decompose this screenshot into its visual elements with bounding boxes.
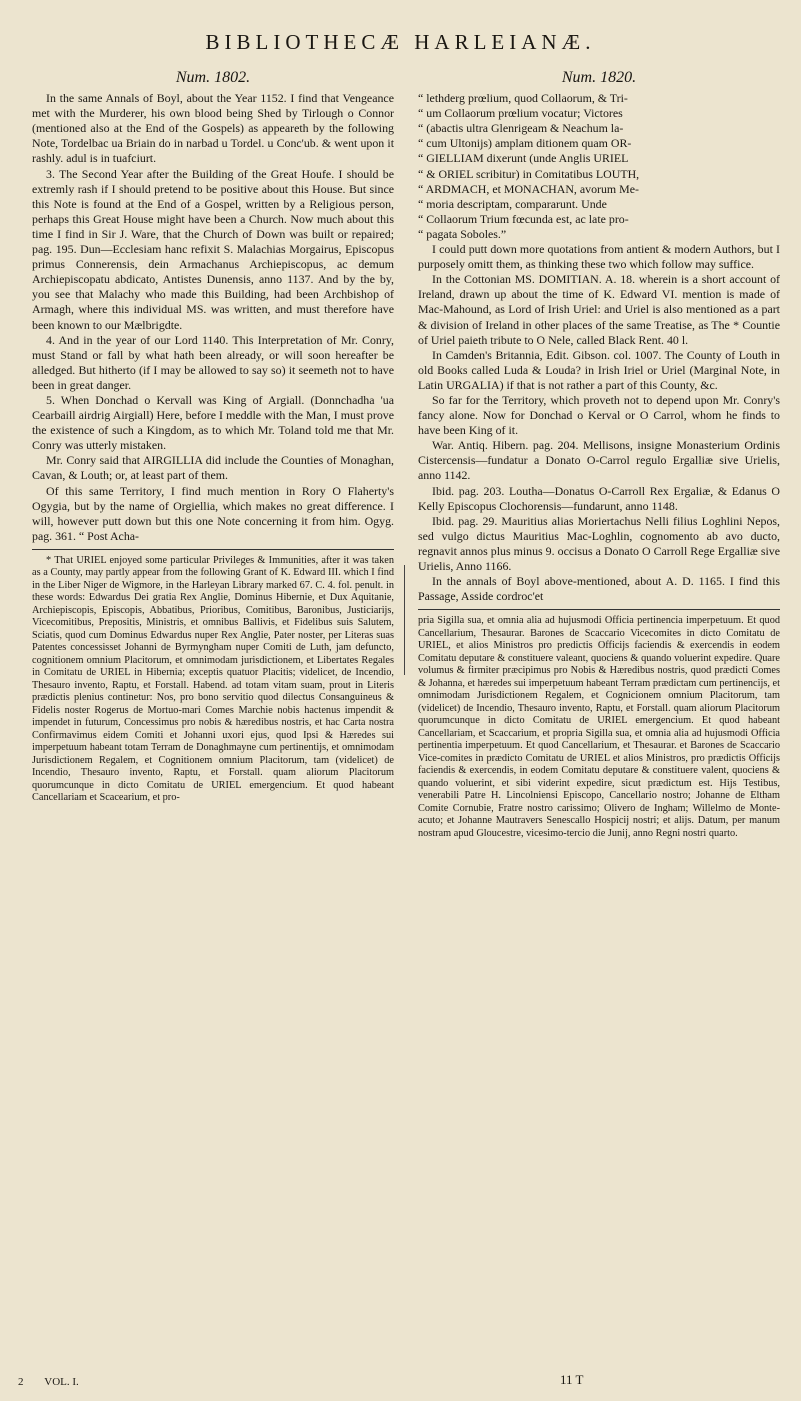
right-paragraph: In Camden's Britannia, Edit. Gibson. col. 1007. The County of Louth in old Books called Luda & Louda? in Irish Iriel or Uriel (Marginal Note, in Latin URGALIA) if that is not rather a part of this County, &c. [418,347,780,392]
quote-line: “ pagata Soboles.” [418,226,507,241]
running-head: BIBLIOTHECÆ HARLEIANÆ. [205,30,596,54]
quote-line: “ ARDMACH, et MONACHAN, avorum Me- [418,181,639,196]
right-paragraph: In the Cottonian MS. DOMITIAN. A. 18. wherein is a short account of Ireland, drawn up about the time of K. Edward VI. mention is made of Mac-Mahound, as Lord of Irish Uriel: and Uriel is also mentioned as a part & division of Ireland in other places of the same Treatise, as The * Countie of Uriel paieth tribute to O Nele, called Black Rent. 40 l. [418,272,780,347]
margin-bar [404,565,405,675]
right-paragraph: So far for the Territory, which proveth not to depend upon Mr. Conry's fancy alone. Now for Donchad o Kerval or O Carrol, whom he finds to have been King of it. [418,392,780,438]
quote-line: “ Collaorum Trium fœcunda est, ac late pro- [418,211,629,226]
quote-line: “ um Collaorum prœlium vocatur; Victores [418,106,623,121]
signature-mark [18,1376,79,1388]
right-paragraph: Ibid. pag. 203. Loutha—Donatus O-Carroll Rex Ergaliæ, & Edanus O Kelly Episcopus Clochorensis—fundarunt, anno 1148. [418,483,780,513]
quote-line: “ lethderg prœlium, quod Collaorum, & Tri- [418,91,628,106]
left-paragraph: 5. When Donchad o Kervall was King of Argiall. (Donnchadha 'ua Cearbaill airdrig Airgiall) Here, before I meddle with the Man, I must prove the existence of such a Kingdom, as to which Mr. Toland told me that Mr. Conry was utterly mistaken. [32,392,394,453]
left-entry-number: Num. 1802. [175,69,251,86]
footnote-rule [418,609,780,610]
left-paragraph: Of this same Territory, I find much mention in Rory O Flaherty's Ogygia, but by the name of Orgiellia, which makes no great difference. I will, however putt down but this one Note concerning it from him. Ogyg. pag. 361. “ Post Acha- [32,483,394,543]
right-paragraph: In the annals of Boyl above-mentioned, about A. D. 1165. I find this Passage, Asside cordroc'et [418,574,780,604]
left-paragraph: In the same Annals of Boyl, about the Year 1152. I find that Vengeance met with the Murderer, his own blood being Shed by Tirlough o Connor (mentioned also at the End of the Gospels) as appeareth by the following Note, Tordelbac ua Briain do in narbad u Tordel. u Conc'ub. & went upon it rashly. adul is in tuafciurt. [32,91,394,166]
left-paragraph: Mr. Conry said that AIRGILLIA did include the Counties of Monaghan, Cavan, & Louth; or, at least part of them. [32,453,394,483]
quote-line: “ moria descriptam, compararunt. Unde [418,196,607,211]
left-paragraph: 3. The Second Year after the Building of the Great Houfe. I should be extremly rash if I should pretend to be positive about this House. But since this Note is found at the End of a Gospel, written by a Religious person, perhaps this Great House might have been a Church. Now much about this time I find in Sir J. Ware, that the Church of Down was built or repaired; pag. 195. Dun—Ecclesiam hanc refixit S. Malachias Morgairus, Episcopus primus Connerensis, dein Armachanus Archiepiscopus, ac demum Archiepiscopatu abdicato, Antistes Dunensis, anno 1137. And by the by, you see that Malachy who made this Building, had been Archbishop of Armagh, where this individual MS. was written, and must therefore have been known to our Mælbrigdte. [32,166,394,332]
quote-line: “ & ORIEL scribitur) in Comitatibus LOUTH, [418,166,640,181]
right-entry-number: Num. 1820. [561,69,637,86]
right-footnote: pria Sigilla sua, et omnia alia ad hujusmodi Officia pertinencia imperpetuum. Et quod Cancellarium, Thesaurar. Barones de Scaccario Vicecomites in dicto Comitatu de URIEL, et alios Ministros pro predictis Officijs faciendis & exercendis in eodem Comitatu deputare & constituere valeant, quociens & quando voluerint expedire. Quare volumus & firmiter præcipimus pro Nobis & Hæredibus nostris, quod prædicti Comes & Johanna, et hæredes sui imperpetuum habeant Terram prædictam cum pertinencijs, et omnimodam Jurisdictionem Regalem, et Cognicionem omnium Placitorum, tam (videlicet) de Incendio, Thesauro invento, Raptu, et Forstall. quam aliorum Placitorum quorumcunque in dicto Comitatu de URIEL emergencium. Et quod habeant Cancellariam, et Scaccarium, et propria Sigilla sua, et omnia alia ad hujusmodi Officia pertinentia imperpetuum. Et quod Cancellarium, et Thesaurar. et Barones de Scaccario Vice-comites in prædicto Comitatu de URIEL et alios Ministros, pro prædictis Officijs faciendis & exercendis, in eodem Comitatu deputare & constituere valent, quociens & quando voluerint, et sibi viderint expedire, sicut prædictum est. Hijs Testibus, venerabili Patre H. Lincolniensi Episcopo, Cancellario nostro; Johanne de Eltham Comite Cornubie, Fratre nostro carissimo; Olivero de Ingham; Willelmo de Monte-acuto; et Johanne Mautravers Senescallo Hospicij nostri; et alijs. Datum, per manum nostram apud Gloucestre, vicesimo-tercio die Junij, anno Regni nostri quarto. [418,615,780,839]
left-column [32,70,394,805]
left-paragraph: 4. And in the year of our Lord 1140. This Interpretation of Mr. Conry, must Stand or fall by what hath been already, or will soon hereafter be alledged. But hitherto (if I may be allowed to say so) it seemeth not to have been in great danger. [32,332,394,392]
right-column [418,70,780,840]
footnote-rule [32,549,394,550]
quote-line: “ (abactis ultra Glenrigeam & Neachum la- [418,121,624,136]
volume-label: VOL. I. [44,1376,79,1388]
left-footnote: * That URIEL enjoyed some particular Privileges & Immunities, after it was taken as a County, may partly appear from the following Grant of K. Edward III. which I find in the Liber Niger de Wigmore, in the Harleyan Library marked 67. C. 4. fol. penult. in these words: Edwardus Dei gratia Rex Anglie, Dominus Hibernie, et Dux Aquitanie, Archiepiscopis, Episcopis, Abbatibus, Prioribus, Comitibus, Baronibus, Justiciarijs, Vicecomitibus, Prepositis, Ministris, et omnibus Ballivis, et Fidelibus suis Salutem, Sciatis, quod cum Dominus Edwardus nuper Rex Anglie, Pater noster, per Literas suas Patentes concessisset Johanni de Byrmyngham nuper Comiti de Luth, jam defuncto, cognitionem omnium Placitorum, et omnimodam jurisdictionem, et Libertates Regales in Comitatu de URIEL in Hibernia; exceptis quatuor Placitis; videlicet, de Incendio, Thesauro invento, Raptu, et Forstall. Habend. ad totam vitam suam, prout in Literis prædictis plenius continetur: Nos, pro bono servitio quod dilectus Consanguineus & Fidelis noster Rogerus de Mortuo-mari Comes Marchie nobis hactenus impendit & impendet in futurum, Concessimus pro nobis & hæredibus nostris, et hac Carta nostra Confirmavimus eidem Comiti et Johanni uxori ejus, quod Ipsi & Hæredes sui imperpetuum habeant totam Terram de Donaghmayne cum pertinentijs, et omnimodam Jurisdictionem Regalem, et Cognitionem omnium Placitorum, tam (videlicet) de Incendio, Thesauro invento, Raptu, et Forstall. quam aliorum Placitorum quorumcunque in dicto Comitatu de URIEL emergencium. Et quod habeant Cancellariam et Scacearium, et pro- [32,554,394,804]
right-paragraph: War. Antiq. Hibern. pag. 204. Mellisons, insigne Monasterium Ordinis Cistercensis—fundatur a Donato O-Carrol regulo Ergalliæ sive Urielis, anno 1142. [418,438,780,483]
quote-line: “ cum Ultonijs) amplam ditionem quam OR- [418,136,632,151]
right-paragraph: I could putt down more quotations from antient & modern Authors, but I purposely omitt them, as thinking these two which follow may suffice. [418,242,780,272]
right-paragraph: Ibid. pag. 29. Mauritius alias Moriertachus Nelli filius Loghlini Nepos, sed vulgo dictus Mauritius Mac-Loghlin, cognomento ab avo ducto, regnavit annos plus minus 9. occisus a Donato O Carroll Rege Ergalliæ sive Urielis, Anno 1166. [418,513,780,573]
folio-signature: 11 T [560,1372,584,1387]
quote-line: “ GIELLIAM dixerunt (unde Anglis URIEL [418,151,629,166]
page-mark: 2 [18,1376,24,1388]
